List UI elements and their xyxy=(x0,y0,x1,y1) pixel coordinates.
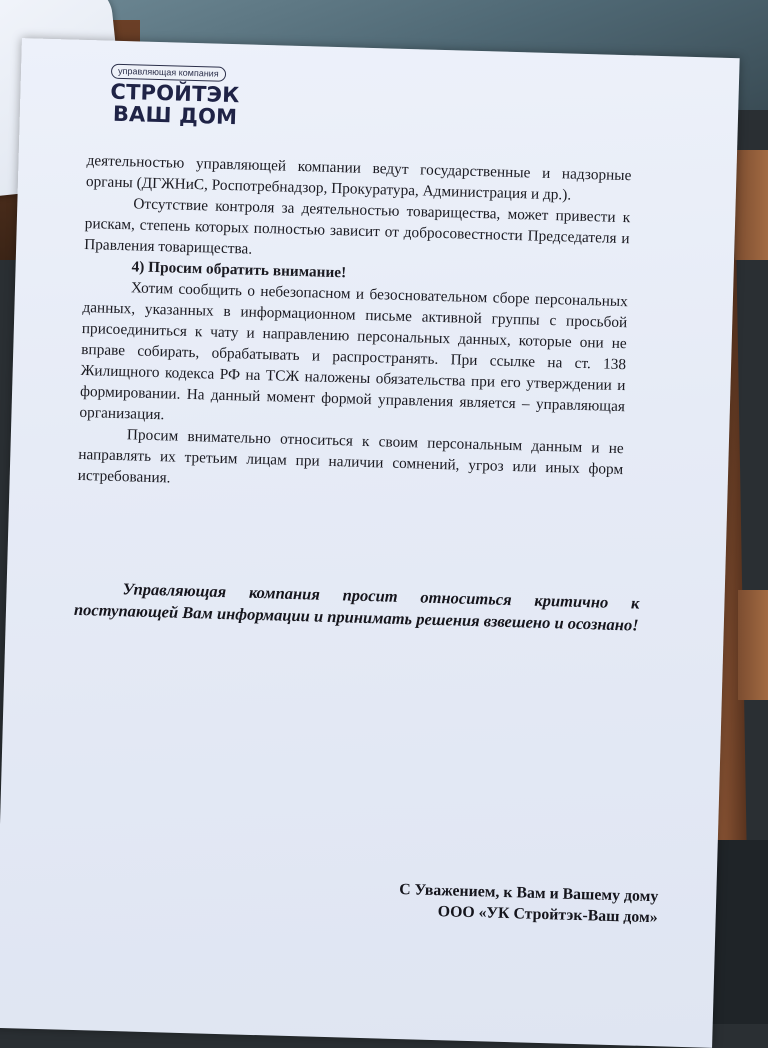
signoff-greeting: С Уважением, к Вам и Вашему дому xyxy=(398,881,659,906)
logo-tagline: управляющая компания xyxy=(111,64,226,82)
background-wood-slat xyxy=(735,150,768,260)
company-logo xyxy=(110,61,272,129)
section-heading: 4) Просим обратить внимание! xyxy=(131,258,347,282)
background-wood-slat xyxy=(738,590,768,700)
appeal-text: Управляющая компания просит относиться критично к поступающей Вам информации и принимать решения взвешено и осознано! xyxy=(73,578,640,635)
signature-block xyxy=(297,876,658,928)
logo-line-1: СТРОЙТЭК xyxy=(110,79,240,108)
paragraph-supervision: деятельностью управляющей компании ведут государственные и надзорные органы (ДГЖНиС, Роспотребнадзор, Прокуратура, Администрация и др.). xyxy=(85,152,632,204)
signoff-company: ООО «УК Стройтэк-Ваш дом» xyxy=(437,903,658,927)
letter-body xyxy=(77,150,631,501)
logo-line-2: ВАШ ДОМ xyxy=(112,101,238,130)
paragraph-personal-data: Хотим сообщить о небезопасном и безосновательном сборе персональных данных, указанных в информационном письме активной группы с просьбой присоединиться к чату и направлению персональных данных, которые они не вправе собирать, обрабатывать и распространять. При ссылке на ст. 138 Жилищного кодекса РФ на ТСЖ наложены обязательства при его утверждении и формировании. На данный момент формой управления является – управляющая организация. xyxy=(79,279,629,424)
paragraph-caution: Просим внимательно относиться к своим персональным данным и не направлять их третьим лицам при наличии сомнений, угроз или иных форм истребования. xyxy=(77,426,624,487)
letter-page xyxy=(0,38,740,1048)
paragraph-risks: Отсутствие контроля за деятельностью товарищества, может привести к рискам, степень которых полностью зависит от добросовестности Председателя и Правления товарищества. xyxy=(83,195,631,258)
